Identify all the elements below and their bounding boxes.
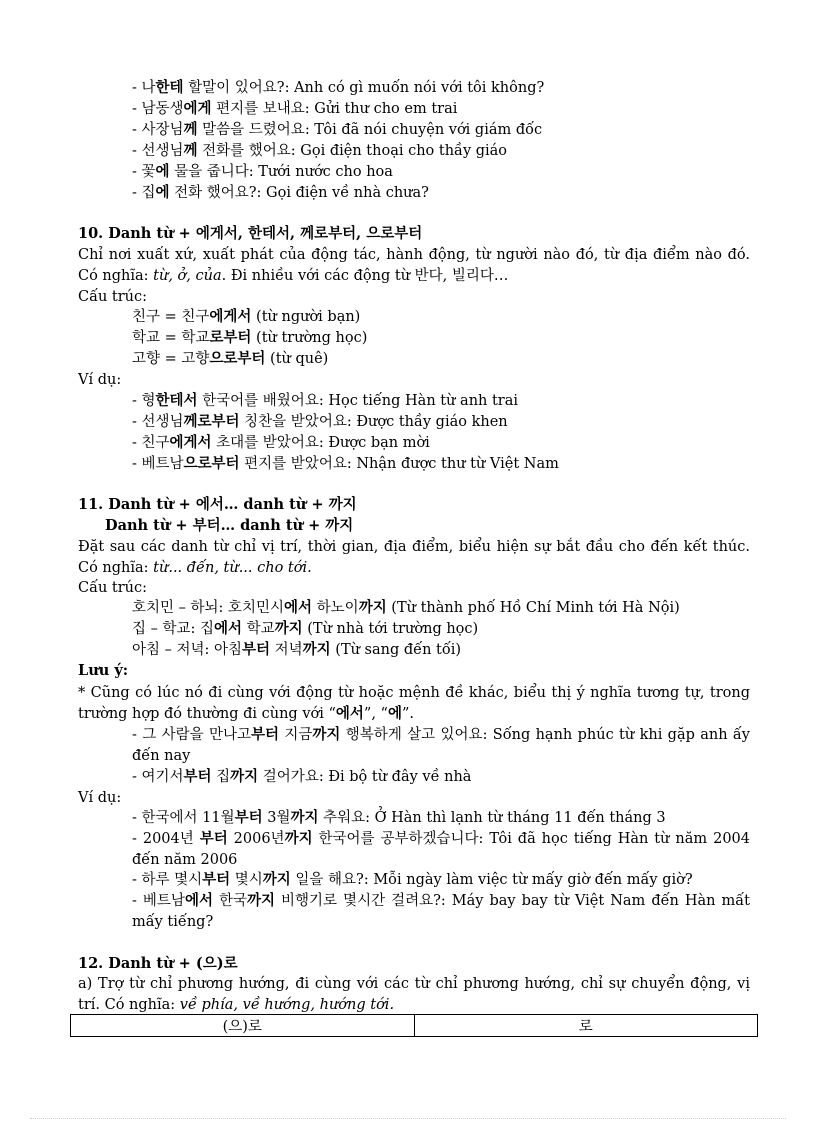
- example-line: - 베트남으로부터 편지를 받았어요: Nhận được thư từ Việt Nam: [132, 455, 559, 472]
- list-item: - 사장님께 말씀을 드렸어요: Tôi đã nói chuyện với giám đốc: [132, 121, 543, 138]
- list-item: - 선생님께 전화를 했어요: Gọi điện thoại cho thầy giáo: [132, 142, 508, 159]
- section-11-heading: 11. Danh từ + 에서… danh từ + 까지: [78, 496, 357, 513]
- note-example: - 그 사람을 만나고부터 지금까지 행복하게 살고 있어요: Sống hạnh phúc từ khi gặp anh ấy đến nay: [132, 726, 751, 764]
- structure-line: 집 – 학교: 집에서 학교까지 (Từ nhà tới trường học): [132, 620, 479, 637]
- structure-label: Cấu trúc:: [78, 580, 148, 596]
- example-line: - 형한테서 한국어를 배웠어요: Học tiếng Hàn từ anh trai: [132, 392, 519, 409]
- example-label: Ví dụ:: [78, 790, 122, 806]
- example-label: Ví dụ:: [78, 372, 122, 388]
- section-11-subheading: Danh từ + 부터… danh từ + 까지: [105, 517, 354, 534]
- list-item: - 남동생에게 편지를 보내요: Gửi thư cho em trai: [132, 100, 458, 117]
- structure-line: 친구 = 친구에게서 (từ người bạn): [132, 308, 361, 325]
- table-header-cell: (으)로: [71, 1015, 415, 1037]
- note-text: * Cũng có lúc nó đi cùng với động từ hoặc mệnh đề khác, biểu thị ý nghĩa tương tự, trong trường hợp đó thường đi cùng với “에서”, “에”.: [78, 685, 750, 722]
- section-12-heading: 12. Danh từ + (으)로: [78, 955, 238, 972]
- structure-line: 아침 – 저녁: 아침부터 저녁까지 (Từ sang đến tối): [132, 641, 462, 658]
- structure-line: 호치민 – 하뇌: 호치민시에서 하노이까지 (Từ thành phố Hồ Chí Minh tới Hà Nội): [132, 599, 680, 616]
- list-item: - 나한테 할말이 있어요?: Anh có gì muốn nói với tôi không?: [132, 79, 545, 96]
- section-10-description: Chỉ nơi xuất xứ, xuất phát của động tác, hành động, từ người nào đó, từ địa điểm nào đó. Có nghĩa: từ, ở, của. Đi nhiều với các động từ 반다, 빌리다…: [78, 247, 750, 284]
- comparison-table: [70, 1014, 758, 1037]
- table-row: [71, 1015, 758, 1037]
- section-12-description: a) Trợ từ chỉ phương hướng, đi cùng với các từ chỉ phương hướng, chỉ sự chuyển động, vị trí. Có nghĩa: về phía, về hướng, hướng tới.: [78, 976, 750, 1013]
- example-line: - 친구에게서 초대를 받았어요: Được bạn mời: [132, 434, 430, 451]
- note-label: Lưu ý:: [78, 662, 129, 679]
- table-header-cell: 로: [414, 1015, 758, 1037]
- example-line: - 2004년 부터 2006년까지 한국어를 공부하겠습니다: Tôi đã học tiếng Hàn từ năm 2004 đến năm 2006: [132, 830, 750, 868]
- structure-line: 학교 = 학교로부터 (từ trường học): [132, 329, 368, 346]
- note-example: - 여기서부터 집까지 걸어가요: Đi bộ từ đây về nhà: [132, 768, 472, 785]
- section-11-description: Đặt sau các danh từ chỉ vị trí, thời gian, địa điểm, biểu hiện sự bắt đầu cho đến kết thúc. Có nghĩa: từ... đến, từ... cho tới.: [78, 539, 750, 576]
- example-line: - 선생님께로부터 칭찬을 받았어요: Được thầy giáo khen: [132, 413, 508, 430]
- structure-label: Cấu trúc:: [78, 289, 148, 305]
- example-line: - 베트남에서 한국까지 비행기로 몇시간 걸려요?: Máy bay bay từ Việt Nam đến Hàn mất mấy tiếng?: [132, 892, 750, 930]
- section-10-heading: 10. Danh từ + 에게서, 한테서, 께로부터, 으로부터: [78, 225, 423, 242]
- list-item: - 집에 전화 했어요?: Gọi điện về nhà chưa?: [132, 184, 429, 201]
- example-line: - 하루 몇시부터 몇시까지 일을 해요?: Mỗi ngày làm việc từ mấy giờ đến mấy giờ?: [132, 871, 693, 888]
- structure-line: 고향 = 고향으로부터 (từ quê): [132, 350, 329, 367]
- page-divider: [30, 1118, 786, 1119]
- example-line: - 한국에서 11월부터 3월까지 추워요: Ở Hàn thì lạnh từ tháng 11 đến tháng 3: [132, 809, 666, 826]
- list-item: - 꽃에 물을 줍니다: Tưới nước cho hoa: [132, 163, 393, 180]
